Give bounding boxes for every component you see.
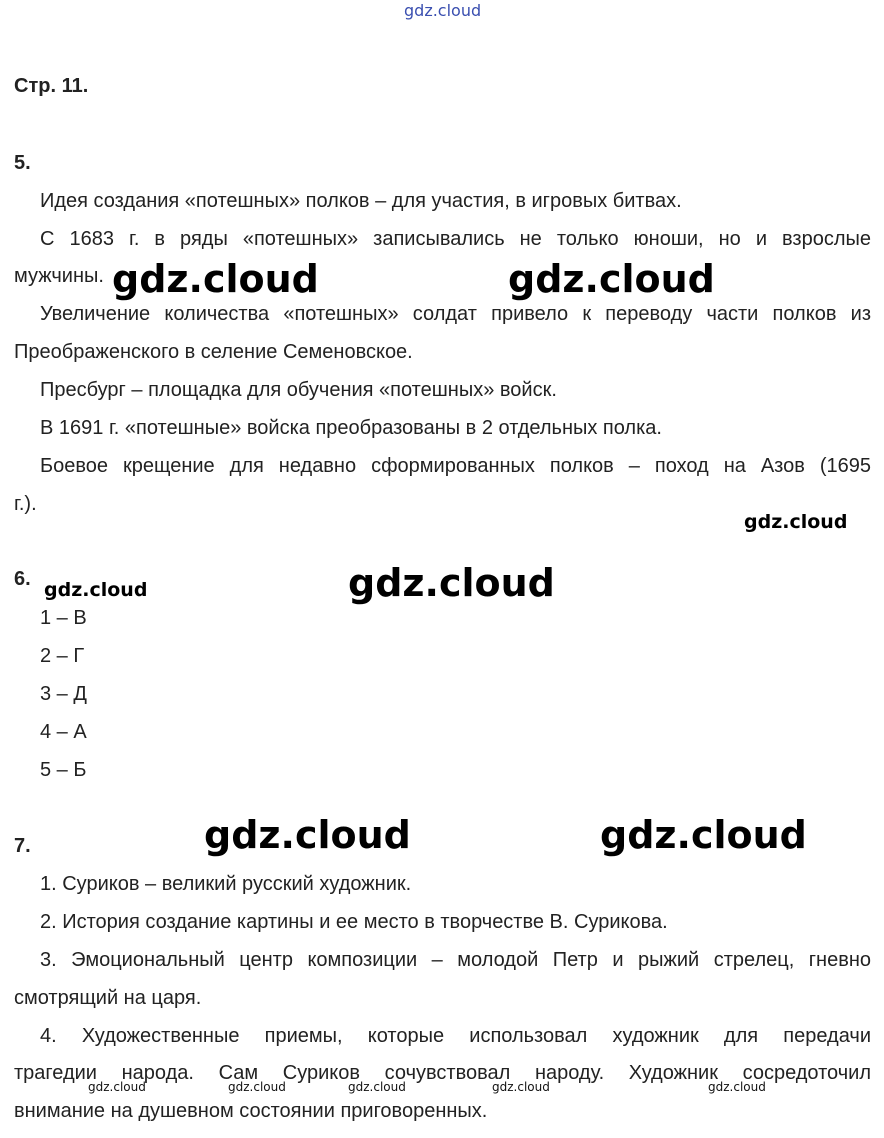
task5-line-4: Увеличение количества «потешных» солдат привело к переводу части полков из: [40, 303, 871, 325]
task5-line-8: Боевое крещение для недавно сформированных полков – поход на Азов (1695: [40, 455, 871, 477]
task6-number: 6.: [14, 568, 31, 590]
watermark-large: gdz.cloud: [204, 813, 411, 857]
task5-number: 5.: [14, 152, 31, 174]
task6-answer-2: 2 – Г: [40, 645, 85, 667]
watermark-small: gdz.cloud: [88, 1080, 146, 1094]
task5-line-2: С 1683 г. в ряды «потешных» записывались не только юноши, но и взрослые: [40, 228, 871, 250]
watermark-small: gdz.cloud: [492, 1080, 550, 1094]
watermark-large: gdz.cloud: [112, 257, 319, 301]
watermark-large: gdz.cloud: [508, 257, 715, 301]
page-label: Стр. 11.: [14, 75, 89, 97]
task7-line-7: внимание на душевном состоянии приговоренных.: [14, 1100, 488, 1122]
watermark-medium: gdz.cloud: [744, 511, 848, 533]
watermark-top: gdz.cloud: [404, 1, 482, 20]
task5-line-9: г.).: [14, 493, 37, 515]
task7-line-1: 1. Суриков – великий русский художник.: [40, 873, 412, 895]
task7-number: 7.: [14, 835, 31, 857]
task5-line-1: Идея создания «потешных» полков – для участия, в игровых битвах.: [40, 190, 682, 212]
task6-answer-3: 3 – Д: [40, 683, 87, 705]
task5-line-3: мужчины.: [14, 265, 104, 287]
task5-line-5: Преображенского в селение Семеновское.: [14, 341, 413, 363]
task7-line-2: 2. История создание картины и ее место в творчестве В. Сурикова.: [40, 911, 668, 933]
watermark-small: gdz.cloud: [348, 1080, 406, 1094]
watermark-small: gdz.cloud: [708, 1080, 766, 1094]
task7-line-3: 3. Эмоциональный центр композиции – молодой Петр и рыжий стрелец, гневно: [40, 949, 871, 971]
task5-line-6: Пресбург – площадка для обучения «потешных» войск.: [40, 379, 557, 401]
task7-line-6: трагедии народа. Сам Суриков сочувствовал народу. Художник сосредоточил: [14, 1062, 871, 1084]
task7-line-4: смотрящий на царя.: [14, 987, 202, 1009]
watermark-medium: gdz.cloud: [44, 579, 148, 601]
task6-answer-4: 4 – А: [40, 721, 87, 743]
task7-line-5: 4. Художественные приемы, которые использовал художник для передачи: [40, 1025, 871, 1047]
watermark-large: gdz.cloud: [348, 561, 555, 605]
watermark-small: gdz.cloud: [228, 1080, 286, 1094]
task5-line-7: В 1691 г. «потешные» войска преобразованы в 2 отдельных полка.: [40, 417, 662, 439]
task6-answer-1: 1 – В: [40, 607, 87, 629]
task6-answer-5: 5 – Б: [40, 759, 87, 781]
watermark-large: gdz.cloud: [600, 813, 807, 857]
